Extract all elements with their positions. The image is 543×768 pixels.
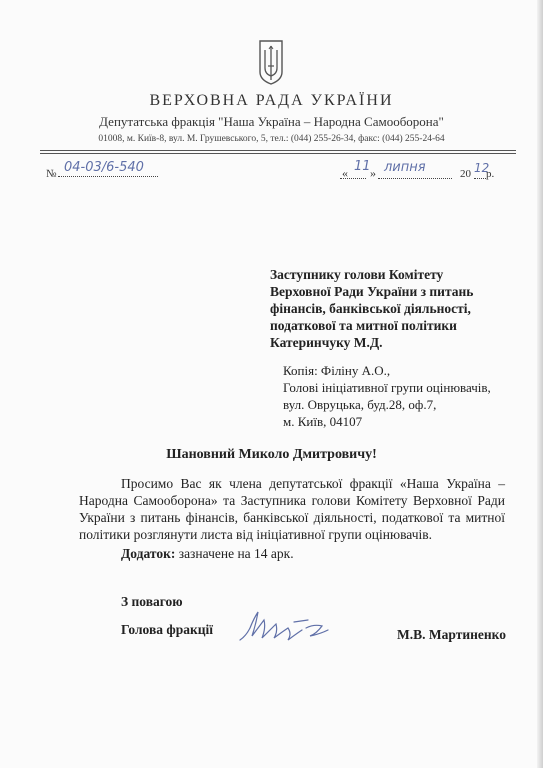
addressee-line: Верховної Ради України з питань [270,284,474,299]
registration-number: 04-03/6-540 [64,160,144,175]
date-year-prefix: 20 [460,168,471,180]
addressee-line: Катеринчуку М.Д. [270,335,383,350]
letter-body [79,475,505,543]
addressee-block [270,266,520,351]
date-day-line [340,178,366,179]
date-month-line [378,178,452,179]
salutation: Шановний Миколо Дмитровичу! [166,447,377,462]
date-year-suffix: р. [486,168,495,180]
attachment-text: зазначене на 14 арк. [175,546,294,561]
copy-block [283,362,523,430]
registration-number-label: № [46,168,57,180]
body-paragraph: Просимо Вас як члена депутатської фракції «Наша Україна – Народна Самооборона» та Заступника голови Комітету Верховної Ради України з питань фінансів, банківської діяльності, податкової та митної політики розглянути листа від ініціативної групи оцінювачів. [79,476,505,542]
attachment-label: Додаток: [121,546,176,561]
copy-line: м. Київ, 04107 [283,414,363,429]
date-day: 11 [354,159,371,174]
addressee-line: податкової та митної політики [270,318,457,333]
addressee-line: Заступнику голови Комітету [270,267,444,282]
header-rule-top [40,150,516,151]
date-close-quote: » [370,166,376,180]
registration-number-line [58,176,158,178]
faction-name: Депутатська фракція "Наша Україна – Народна Самооборона" [99,114,444,129]
signer-name: М.В. Мартиненко [397,627,507,642]
copy-line: вул. Овруцька, буд.28, оф.7, [283,397,437,412]
copy-line: Копія: Філіну А.О., [283,363,391,378]
signer-title: Голова фракції [121,622,214,637]
copy-line: Голові ініціативної групи оцінювачів, [283,380,491,395]
contact-address: 01008, м. Київ-8, вул. М. Грушевського, 5, тел.: (044) 255-26-34, факс: (044) 255-24-64 [98,134,445,144]
date-year-line [474,178,486,179]
date-month: липня [384,160,426,175]
org-title: ВЕРХОВНА РАДА УКРАЇНИ [149,92,394,109]
handwritten-signature [236,606,346,650]
date-open-quote: « [342,166,348,180]
addressee-line: фінансів, банківської діяльності, [270,301,471,316]
closing-regards: З повагою [121,594,183,609]
header-rule-bottom [40,153,516,154]
trident-emblem-icon [257,38,285,86]
date-year-handwritten: 12 [474,161,490,175]
attachment-line [121,546,294,562]
